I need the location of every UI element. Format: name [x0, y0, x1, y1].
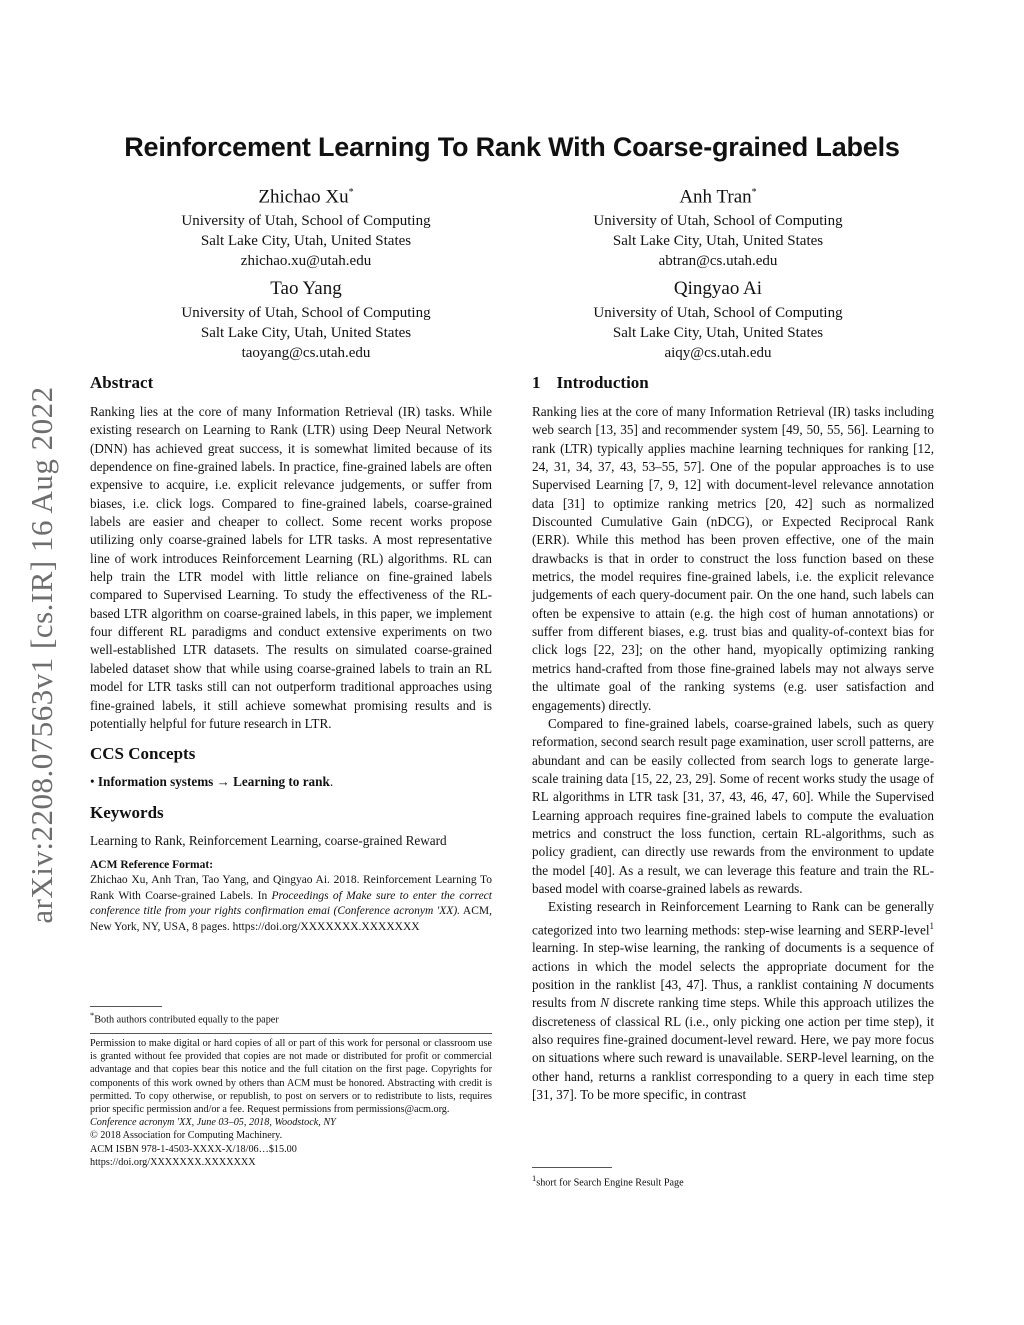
- footnote-ref: 1: [929, 920, 934, 931]
- acm-ref-post: ACM, New York, NY, USA, 8 pages. https://doi.org/XXXXXXX.XXXXXXX: [90, 905, 492, 933]
- author-name: Tao Yang: [270, 278, 342, 299]
- footnote-serp: [532, 1172, 934, 1190]
- p3-a: Existing research in Reinforcement Learning to Rank can be generally categorized into two learning methods: step-wise learning and SERP-level: [532, 899, 934, 938]
- ccs-bullet: •: [90, 774, 95, 790]
- intro-paragraph: [532, 898, 934, 1104]
- permission-isbn: ACM ISBN 978-1-4503-XXXX-X/18/06…$15.00: [90, 1143, 297, 1155]
- abstract-text: Ranking lies at the core of many Information Retrieval (IR) tasks. While existing research on Learning to Rank (LTR) using Deep Neural Network (DNN) has achieved great success, it is somewhat limited because of its dependence on fine-grained labels. In practice, fine-grained labels are often expensive to acquire, i.e. explicit relevance judgements, or suffer from biases, i.e. click logs. Compared to fine-grained labels, coarse-grained labels are easier and cheaper to collect. Some recent works propose utilizing only coarse-grained labels for LTR tasks. A most representative line of work introduces Reinforcement Learning (RL) algorithms. RL can help train the LTR model with little reliance on fine-grained labels compared to Supervised Learning. To study the effectiveness of the RL-based LTR algorithm on coarse-grained labels, in this paper, we implement four different RL paradigms and conduct extensive experiments on two well-established LTR datasets. The results on simulated coarse-grained labeled dataset show that while using coarse-grained labels to train an RL model for LTR tasks still can not outperform traditional approaches using fine-grained labels, it still achieve somewhat promising results and is potentially helpful for future research in LTR.: [90, 404, 492, 731]
- keywords-text: Learning to Rank, Reinforcement Learning, coarse-grained Reward: [90, 832, 447, 848]
- math-n: N: [863, 977, 872, 993]
- footnote-rule: [90, 1006, 162, 1007]
- ccs-concepts: [90, 773, 492, 791]
- author-location: Salt Lake City, Utah, United States: [612, 325, 824, 341]
- permission-text: Permission to make digital or hard copies of all or part of this work for personal or classroom use is granted without fee provided that copies are not made or distributed for profit or commercial advantage and that copies bear this notice and the full citation on the first page. Copyrights for components of this work owned by others than ACM must be honored. Abstracting with credit is permitted. To copy otherwise, or republish, to post on servers or to redistribute to lists, requires prior specific permission and/or a fee. Request permissions from permissions@acm.org.: [90, 1038, 492, 1116]
- abstract-heading: Abstract: [90, 373, 154, 392]
- author-location: Salt Lake City, Utah, United States: [200, 325, 412, 341]
- keywords-heading: Keywords: [90, 802, 164, 822]
- author-affiliation: University of Utah, School of Computing: [593, 213, 843, 230]
- footnote-rule: [532, 1167, 612, 1168]
- author-affiliation: University of Utah, School of Computing: [181, 213, 431, 230]
- math-n: N: [600, 995, 610, 1011]
- author-mark: *: [751, 187, 757, 198]
- ccs-heading: CCS Concepts: [90, 744, 196, 764]
- footnote-mark: *: [90, 1010, 95, 1020]
- ccs-end: .: [329, 774, 334, 790]
- footnote-equal: [90, 1009, 492, 1027]
- author-location: Salt Lake City, Utah, United States: [612, 233, 824, 250]
- author-email: aiqy@cs.utah.edu: [664, 345, 772, 361]
- author-name: Qingyao Ai: [673, 278, 763, 299]
- author-block: [508, 181, 928, 271]
- author-email: zhichao.xu@utah.edu: [240, 253, 372, 270]
- author-name: Anh Tran: [679, 186, 752, 208]
- author-mark: *: [348, 187, 354, 198]
- footnote-text: Both authors contributed equally to the paper: [94, 1014, 279, 1026]
- permission-copyright: © 2018 Association for Computing Machinery.: [90, 1130, 283, 1142]
- author-name: Zhichao Xu: [258, 186, 349, 208]
- permission-block: [90, 1037, 492, 1169]
- permission-conference: Conference acronym 'XX, June 03–05, 2018, Woodstock, NY: [90, 1117, 336, 1129]
- permission-doi: https://doi.org/XXXXXXX.XXXXXXX: [90, 1156, 256, 1168]
- acm-ref-italic: Proceedings of Make sure to enter the correct conference title from your rights confirmation emai (Conference acronym 'XX).: [90, 889, 492, 918]
- permission-rule: [90, 1033, 492, 1034]
- author-affiliation: University of Utah, School of Computing: [593, 305, 843, 321]
- p3-c: documents results from: [532, 977, 934, 1011]
- paper-title: Reinforcement Learning To Rank With Coarse-grained Labels: [124, 132, 900, 162]
- acm-reference-text: [90, 873, 492, 935]
- acm-reference: [90, 858, 492, 936]
- acm-ref-pre: Zhichao Xu, Anh Tran, Tao Yang, and Qingyao Ai. 2018. Reinforcement Learning To Rank With Coarse-grained Labels. In: [90, 874, 492, 902]
- right-column: [532, 372, 934, 1104]
- left-column: [90, 372, 492, 935]
- section-title: Introduction: [556, 373, 649, 392]
- author-block: [96, 181, 516, 271]
- arxiv-sidebar-stamp: [22, 360, 62, 950]
- author-block: [508, 277, 928, 363]
- intro-heading: [532, 372, 934, 394]
- ccs-arrow: →: [216, 774, 230, 790]
- author-email: taoyang@cs.utah.edu: [241, 345, 371, 361]
- author-location: Salt Lake City, Utah, United States: [200, 233, 412, 250]
- ccs-item-b: Learning to rank: [233, 774, 330, 790]
- author-email: abtran@cs.utah.edu: [658, 253, 778, 270]
- arxiv-id: arXiv:2208.07563v1 [cs.IR] 16 Aug 2022: [24, 386, 59, 924]
- footnote-text: short for Search Engine Result Page: [536, 1177, 684, 1189]
- acm-reference-heading: ACM Reference Format:: [90, 858, 214, 871]
- ccs-item-a: Information systems: [97, 774, 214, 790]
- section-number: 1: [532, 373, 541, 392]
- footnote-mark: 1: [532, 1173, 537, 1183]
- p3-b: learning. In step-wise learning, the ranking of documents is a sequence of actions in which the model selects the appropriate document for the position in the ranklist [43, 47]. Thus, a ranklist containing: [532, 940, 934, 993]
- intro-paragraph: Ranking lies at the core of many Information Retrieval (IR) tasks including web search [13, 35] and recommender system [49, 50, 55, 56]. Learning to rank (LTR) typically applies machine learning techniques for ranking [12, 24, 31, 34, 37, 43, 53–55, 57]. One of the popular approaches is to use Supervised Learning [7, 9, 12] with document-level relevance annotation data [31] to optimize ranking metrics [20, 42] such as normalized Discounted Cumulative Gain (nDCG), or Expected Reciprocal Rank (ERR). While this method has been proven effective, one of the main drawbacks is that in order to construct the loss function based on these metrics, the model requires fine-grained labels, i.e. the explicit relevance judgements of each query-document pair. On the one hand, such labels can often be expensive to attain (e.g. the high cost of human annotations) or suffer from different biases, e.g. trust bias and quality-of-context bias for click logs [22, 23]; on the other hand, myopically optimizing ranking metrics hand-crafted from those fine-grained labels may not always serve the ultimate goal of the ranking systems (e.g. user satisfaction and engagements) directly.: [532, 404, 934, 713]
- intro-paragraph: Compared to fine-grained labels, coarse-grained labels, such as query reformation, second search result page examination, user scroll patterns, are abundant and can be easily collected from search logs to generate large-scale training data [15, 22, 23, 29]. Some of recent works study the usage of RL algorithms in LTR task [31, 37, 43, 46, 47, 60]. While the Supervised Learning approach requires fine-grained labels to compute the evaluation metrics and construct the loss function, certain RL-algorithms, such as policy gradient, can directly use rewards from the environment to update the model [40]. As a result, we can leverage this feature and train the RL-based model with coarse-grained labels as rewards.: [532, 715, 934, 896]
- p3-d: discrete ranking time steps. While this approach utilizes the discreteness of classical RL (i.e., only picking one action per time step), it also requires fine-grained document-level reward. Here, we pay more focus on situations where such reward is unavailable. SERP-level learning, on the other hand, returns a ranklist corresponding to a query in each time step [31, 37]. To be more specific, in contrast: [532, 995, 934, 1103]
- author-block: [96, 277, 516, 363]
- author-affiliation: University of Utah, School of Computing: [181, 305, 431, 321]
